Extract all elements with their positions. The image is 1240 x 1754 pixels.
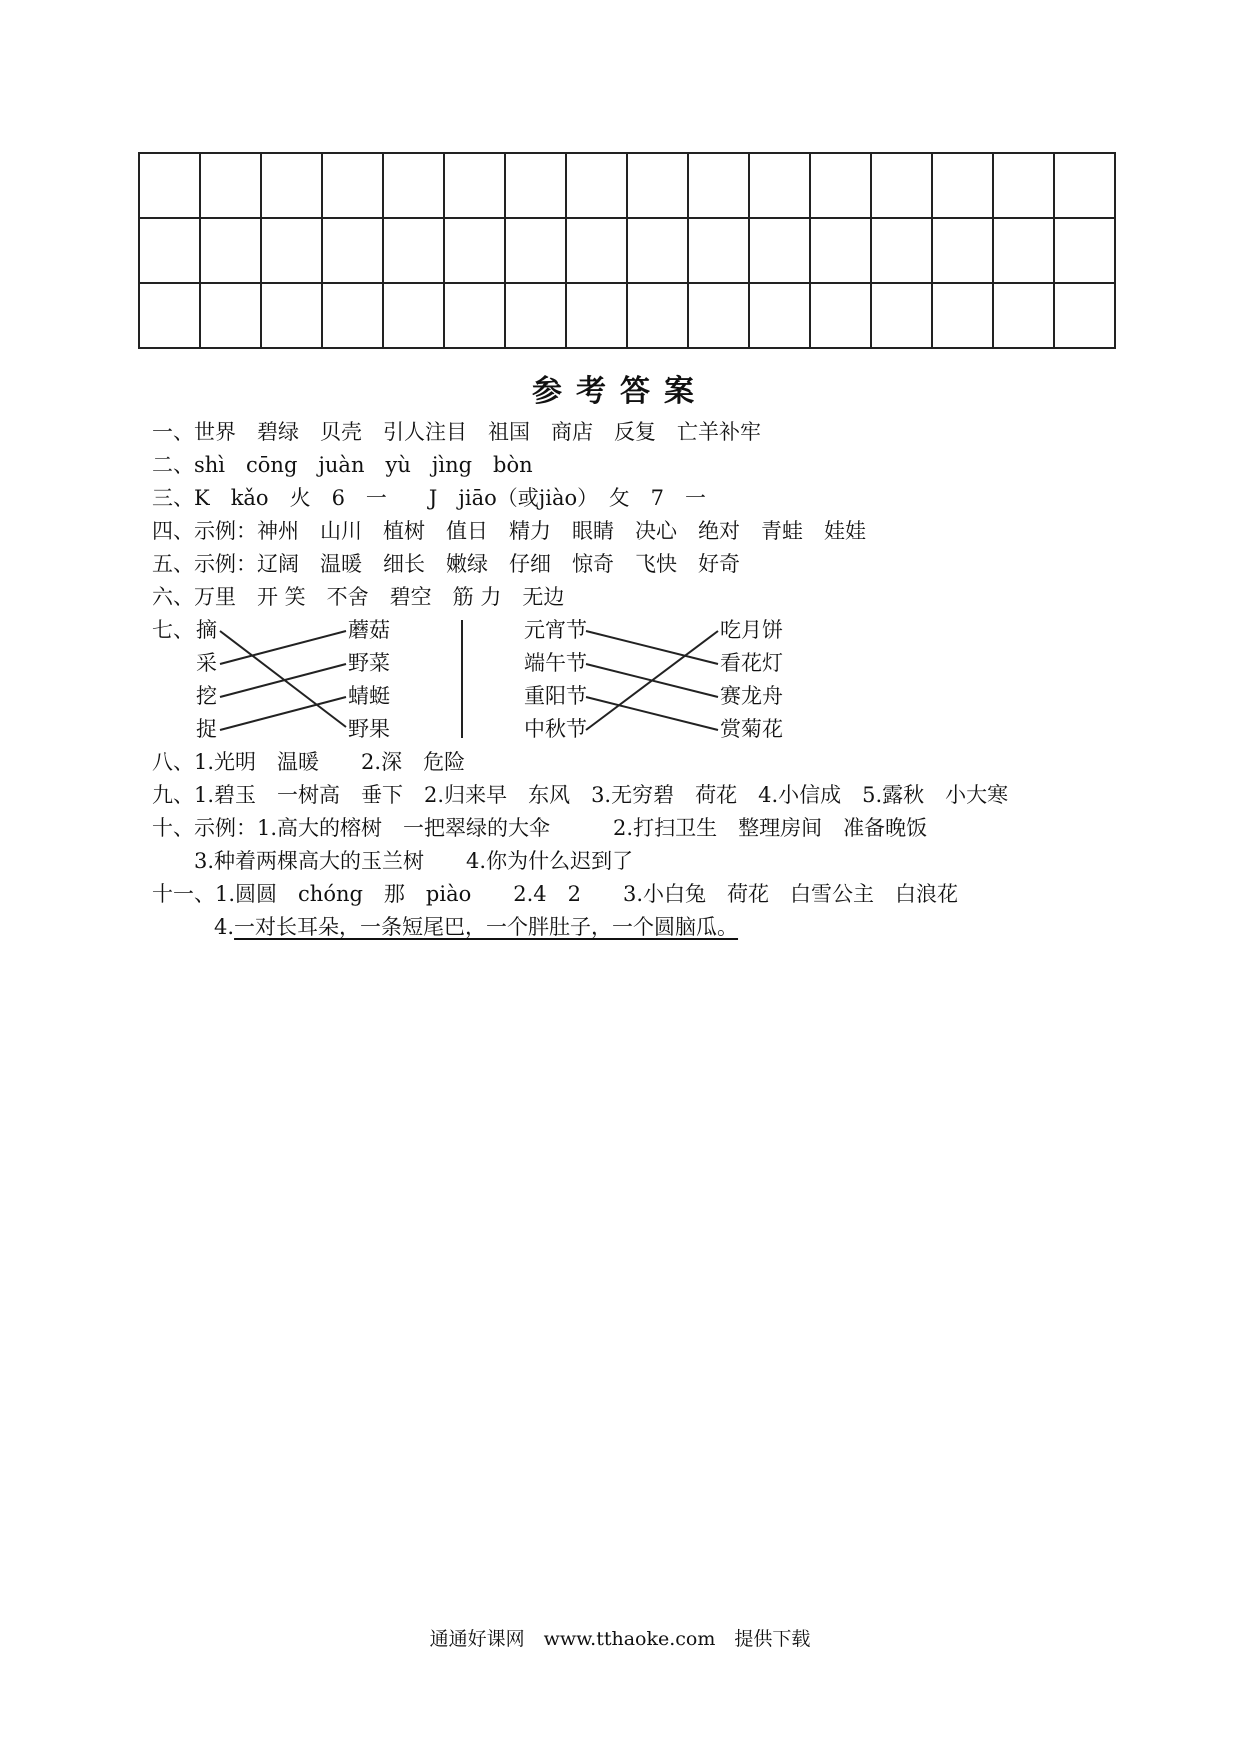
underlined-answer: 一对长耳朵，一条短尾巴，一个胖肚子，一个圆脑瓜。 [234, 915, 739, 939]
match-festival: 重阳节 [524, 684, 587, 708]
match-noun: 野菜 [348, 651, 390, 675]
match-verb: 采 [196, 651, 217, 675]
match-verb: 摘 [196, 618, 217, 642]
match-verb: 挖 [196, 684, 217, 708]
match-festival: 中秋节 [524, 717, 587, 741]
answer-line-11b [214, 913, 738, 941]
match-line [220, 664, 346, 697]
match-custom: 吃月饼 [720, 618, 783, 642]
matching-lines [0, 0, 1240, 800]
answer-line-1: 一、世界 碧绿 贝壳 引人注目 祖国 商店 反复 亡羊补牢 [152, 420, 761, 444]
match-line [586, 697, 718, 730]
answer-line-8: 八、1.光明 温暖 2.深 危险 [152, 750, 466, 774]
answer-key-title: 参考答案 [532, 374, 708, 409]
match-noun: 野果 [348, 717, 390, 741]
match-festival: 元宵节 [524, 618, 587, 642]
answer-line-10: 十、示例：1.高大的榕树 一把翠绿的大伞 2.打扫卫生 整理房间 准备晚饭 [152, 816, 928, 840]
match-custom: 赏菊花 [720, 717, 783, 741]
answer-line-11: 十一、1.圆圆 chóng 那 piào 2.4 2 3.小白兔 荷花 白雪公主 白浪花 [152, 882, 959, 906]
match-custom: 赛龙舟 [720, 684, 783, 708]
answer-line-6: 六、万里 开 笑 不舍 碧空 筋 力 无边 [152, 585, 565, 609]
answer-line-5: 五、示例：辽阔 温暖 细长 嫩绿 仔细 惊奇 飞快 好奇 [152, 552, 740, 576]
footer-credit: 通通好课网 www.tthaoke.com 提供下载 [429, 1628, 811, 1650]
answer-line-4: 四、示例：神州 山川 植树 值日 精力 眼睛 决心 绝对 青蛙 娃娃 [152, 519, 866, 543]
match-line [220, 631, 346, 664]
match-noun: 蘑菇 [348, 618, 390, 642]
answer-line-10b: 3.种着两棵高大的玉兰树 4.你为什么迟到了 [152, 849, 634, 873]
match-festival: 端午节 [524, 651, 587, 675]
answer-number: 4. [214, 915, 235, 939]
matching-label: 七、 [152, 618, 194, 642]
answer-line-2: 二、shì cōng juàn yù jìng bòn [152, 453, 533, 477]
match-custom: 看花灯 [720, 651, 783, 675]
match-noun: 蜻蜓 [348, 684, 390, 708]
match-verb: 捉 [196, 717, 217, 741]
answer-line-3: 三、K kǎo 火 6 一 J jiāo（或jiào） 攵 7 一 [152, 486, 706, 510]
answer-line-9: 九、1.碧玉 一树高 垂下 2.归来早 东风 3.无穷碧 荷花 4.小信成 5.露秋 小大寒 [152, 783, 1009, 807]
match-line [586, 631, 718, 730]
match-line [586, 631, 718, 664]
